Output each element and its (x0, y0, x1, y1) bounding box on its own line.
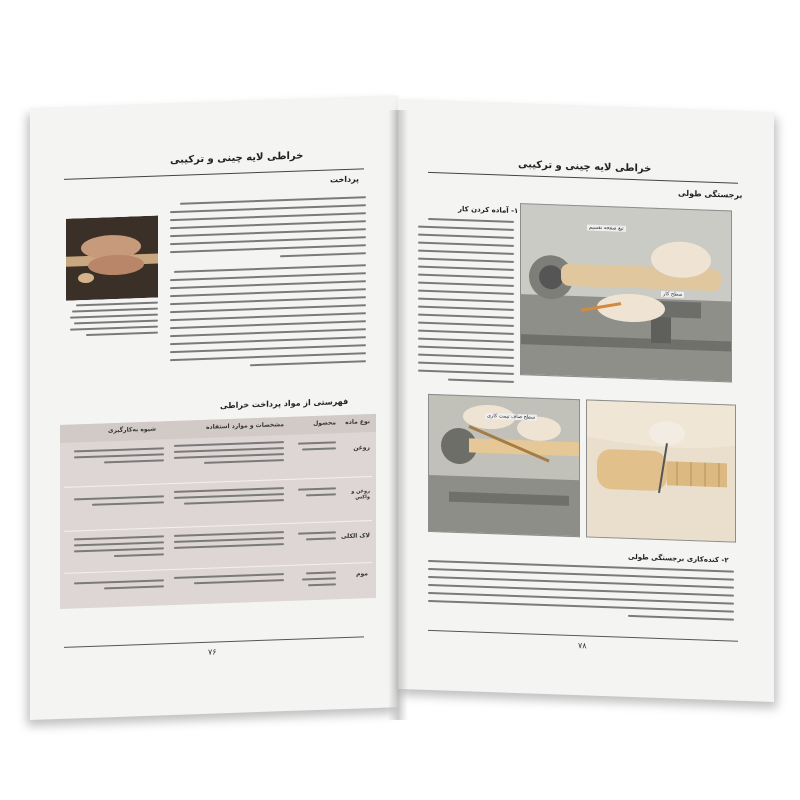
lathe-setup-illustration (520, 203, 732, 382)
table-header-application: شیوه به‌کارگیری (108, 425, 156, 435)
tool-on-lathe-illustration (428, 394, 580, 537)
left-header-title: خراطی لایه چینی و ترکیبی (170, 150, 304, 167)
tag-label-3: سطح صاف تیمت کاری (487, 412, 536, 421)
left-footer-rule (64, 636, 364, 647)
column-drawing (587, 400, 735, 541)
step1-body-text (418, 218, 514, 221)
materials-table-title: فهرستی از مواد پرداخت خراطی (220, 396, 349, 411)
left-section-title: پرداخت (330, 174, 360, 185)
finishing-materials-table (60, 414, 376, 609)
step1-title: ۱- آماده کردن کار (458, 204, 519, 216)
hands-on-lathe-photo (66, 216, 158, 301)
row-label-wax: موم (356, 570, 368, 578)
tag-label-2: سطح کار (663, 291, 683, 298)
fluted-column-illustration (586, 399, 736, 542)
right-header-rule (428, 172, 738, 184)
left-body-text (170, 196, 366, 203)
step2-title: ۲- کنده‌کاری برجستگی طولی (628, 552, 729, 565)
right-section-title: برجستگی طولی (678, 188, 743, 200)
left-page (30, 95, 398, 720)
tag-label-1: تیغ صفحه نقسیم (589, 224, 624, 232)
photo-caption-text (66, 302, 158, 305)
book-spine-shadow (388, 110, 408, 720)
hands-on-lathe-illustration (66, 216, 158, 301)
left-page-number: ۷۶ (208, 647, 217, 657)
right-page (398, 99, 774, 702)
left-header-rule (64, 168, 364, 179)
right-page-number: ۷۸ (578, 641, 587, 651)
lathe-drawing (521, 204, 731, 381)
table-header-product: محصول (313, 419, 336, 428)
right-footer-rule (428, 630, 738, 642)
row-label-oil: روغن (353, 444, 370, 452)
row-label-oil-wax: روغن و واکس (351, 488, 370, 501)
row-label-shellac: لاک الکلی (340, 532, 370, 541)
table-header-material: نوع ماده (345, 418, 370, 426)
right-header-title: خراطی لایه چینی و ترکیبی (518, 159, 652, 175)
table-header-specs: مشخصات و موارد استفاده (206, 421, 284, 431)
